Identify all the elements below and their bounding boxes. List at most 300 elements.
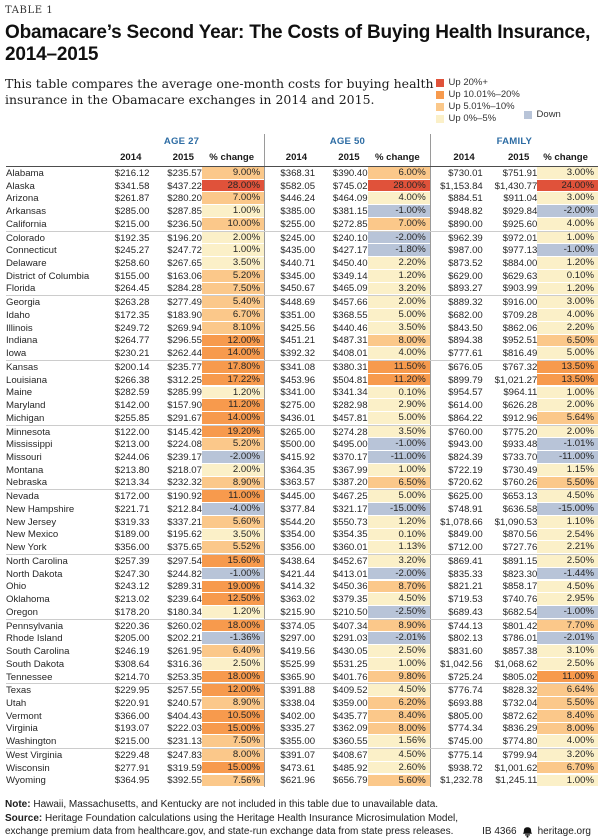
pct-change-cell	[368, 374, 431, 387]
premium-cell: $356.00	[99, 541, 150, 554]
state-cell: Alaska	[6, 180, 35, 192]
premium-cell: $912.96	[483, 412, 538, 425]
premium-cell: $732.04	[502, 697, 538, 709]
pct-change-shade: 11.00%	[537, 671, 598, 684]
premium-cell: $801.42	[502, 620, 538, 632]
premium-cell: $1,068.62	[494, 658, 538, 670]
pct-change-cell	[537, 775, 598, 788]
pct-change-cell	[368, 283, 431, 296]
premium-cell: $263.28	[114, 297, 150, 309]
premium-cell: $289.31	[167, 581, 202, 593]
premium-cell: $1,245.11	[495, 775, 538, 787]
pct-change-cell	[537, 697, 598, 710]
table-row	[6, 180, 598, 193]
premium-cell: $693.88	[448, 697, 483, 709]
premium-cell: $682.00	[448, 309, 483, 321]
premium-cell: $450.36	[332, 581, 368, 593]
premium-cell: $427.17	[332, 245, 368, 257]
source-text: Heritage Foundation calculations using the Heritage Health Insurance Microsimulation Model, exchange premium data from healthcare.gov, and state-run exchange data from state press releases.	[5, 812, 459, 838]
pct-change-shade: 4.50%	[368, 749, 430, 762]
premium-cell: $221.71	[114, 503, 150, 515]
premium-cell: $948.82	[448, 206, 483, 218]
premium-cell: $220.36	[114, 620, 150, 632]
pct-change-cell	[202, 218, 265, 231]
pct-change-shade: 18.00%	[202, 620, 264, 633]
table-row	[6, 231, 598, 244]
premium-cell: $1,001.62	[494, 762, 538, 774]
premium-cell: $205.00	[114, 633, 150, 645]
premium-cell: $216.12	[114, 167, 150, 179]
pct-change-cell	[202, 723, 265, 736]
premium-cell: $824.39	[448, 452, 483, 464]
pct-change-shade: 28.00%	[202, 180, 264, 193]
table-row	[6, 451, 598, 464]
pct-change-shade: -2.00%	[368, 568, 430, 581]
pct-change-cell	[202, 477, 265, 490]
pct-change-shade: 1.10%	[537, 516, 598, 529]
state-cell: Illinois	[6, 322, 33, 334]
premium-cell: $255.00	[265, 218, 316, 231]
premium-cell: $775.20	[502, 426, 538, 438]
pct-change-cell	[202, 735, 265, 748]
table-row	[6, 167, 598, 180]
state-cell: Ohio	[6, 581, 27, 593]
pct-change-cell	[368, 762, 431, 775]
premium-cell: $777.61	[430, 347, 483, 360]
table-row	[6, 386, 598, 399]
subheader-change: % change	[368, 149, 431, 167]
premium-cell: $656.79	[332, 775, 368, 787]
premium-cell: $1,078.66	[440, 516, 483, 528]
pct-change-cell	[202, 451, 265, 464]
premium-cell: $849.00	[448, 529, 483, 541]
premium-cell: $341.00	[280, 387, 316, 399]
premium-cell: $231.13	[149, 735, 202, 748]
pct-change-shade: 13.50%	[537, 361, 598, 374]
premium-cell: $285.99	[167, 387, 202, 399]
pct-change-shade: -2.00%	[537, 205, 598, 218]
pct-change-cell	[202, 516, 265, 529]
state-cell: Nevada	[6, 491, 40, 503]
pct-change-shade: 8.00%	[537, 723, 598, 736]
premium-cell: $775.14	[448, 749, 483, 761]
pct-change-shade: 2.20%	[537, 322, 598, 335]
state-cell: Vermont	[6, 710, 42, 722]
legend-item-down	[524, 109, 561, 120]
premium-cell: $767.32	[502, 361, 538, 373]
source-note	[5, 812, 467, 839]
pct-change-shade: 8.90%	[202, 697, 264, 710]
pct-change-shade: 2.00%	[202, 464, 264, 477]
premium-cell: $391.07	[280, 749, 316, 761]
pct-change-shade: 4.00%	[537, 735, 598, 748]
premium-cell: $212.84	[167, 503, 202, 515]
pct-change-cell	[202, 386, 265, 399]
state-cell: Minnesota	[6, 426, 51, 438]
premium-cell: $145.42	[167, 426, 202, 438]
table-row	[6, 257, 598, 270]
premium-cell: $379.35	[332, 594, 368, 606]
premium-cell: $436.01	[265, 412, 316, 425]
pct-change-cell	[537, 335, 598, 348]
corner-cell	[6, 134, 99, 149]
pct-change-cell	[368, 347, 431, 360]
premium-cell: $625.00	[448, 491, 483, 503]
premium-cell: $464.09	[332, 193, 368, 205]
premium-cell: $776.74	[448, 685, 483, 697]
state-cell: West Virginia	[6, 749, 63, 761]
state-cell: South Dakota	[6, 658, 65, 670]
pct-change-shade: 7.50%	[202, 283, 264, 296]
pct-change-cell	[202, 192, 265, 205]
premium-cell: $235.77	[167, 361, 202, 373]
premium-cell: $282.59	[114, 387, 150, 399]
state-cell: Arizona	[6, 193, 39, 205]
pct-change-cell	[537, 192, 598, 205]
pct-change-shade: 5.00%	[537, 347, 598, 360]
pct-change-shade: 1.20%	[368, 516, 430, 529]
premium-cell: $438.64	[280, 555, 316, 567]
table-row	[6, 735, 598, 748]
table-row	[6, 645, 598, 658]
legend-swatch-icon	[436, 91, 444, 99]
pct-change-cell	[368, 658, 431, 671]
pct-change-cell	[368, 270, 431, 283]
footer	[5, 798, 593, 839]
pct-change-shade: 7.50%	[202, 735, 264, 748]
state-cell: Idaho	[6, 309, 31, 321]
table-row	[6, 322, 598, 335]
premium-cell: $582.05	[280, 180, 316, 192]
state-cell: Florida	[6, 283, 99, 296]
pct-change-cell	[202, 296, 265, 309]
pct-change-shade: 9.80%	[368, 671, 430, 684]
pct-change-cell	[368, 645, 431, 658]
pct-change-shade: 7.00%	[202, 192, 264, 205]
brand-block	[482, 825, 593, 839]
premium-cell: $349.14	[332, 270, 368, 282]
state-cell: Alabama	[6, 167, 44, 179]
premium-cell: $297.54	[167, 555, 202, 567]
pct-change-shade: -1.00%	[368, 438, 430, 451]
pct-change-cell	[537, 218, 598, 231]
pct-change-cell	[202, 762, 265, 775]
premium-cell: $274.28	[332, 426, 368, 438]
pct-change-cell	[537, 425, 598, 438]
state-cell: Virginia	[6, 723, 38, 735]
premium-cell: $360.55	[315, 735, 368, 748]
pct-change-shade: 1.13%	[368, 541, 430, 554]
pct-change-cell	[537, 645, 598, 658]
pct-change-cell	[368, 361, 431, 374]
premium-cell: $828.32	[502, 685, 538, 697]
column-group-family: FAMILY	[496, 136, 533, 147]
pct-change-cell	[537, 581, 598, 594]
premium-cell: $142.00	[114, 400, 150, 412]
pct-change-cell	[202, 425, 265, 438]
pct-change-cell	[368, 516, 431, 529]
pct-change-cell	[368, 541, 431, 554]
premium-cell: $215.00	[99, 218, 150, 231]
premium-cell: $831.60	[448, 646, 483, 658]
pct-change-shade: 15.00%	[202, 762, 264, 775]
premium-cell: $381.15	[332, 206, 368, 218]
pct-change-shade: 1.00%	[368, 464, 430, 477]
premium-cell: $977.13	[502, 245, 538, 257]
premium-cell: $760.00	[448, 426, 483, 438]
premium-cell: $722.19	[448, 464, 483, 476]
pct-change-cell	[537, 347, 598, 360]
pct-change-cell	[537, 464, 598, 477]
pct-change-cell	[202, 464, 265, 477]
pct-change-shade: 1.15%	[537, 464, 598, 477]
premium-cell: $682.54	[483, 606, 538, 619]
premium-cell: $261.87	[114, 193, 150, 205]
pct-change-shade: 5.00%	[368, 309, 430, 322]
premium-cell: $453.96	[280, 374, 316, 386]
pct-change-cell	[368, 438, 431, 451]
premium-cell: $943.00	[448, 439, 483, 451]
pct-change-shade: 3.50%	[368, 426, 430, 439]
premium-cell: $653.13	[502, 491, 538, 503]
premium-cell: $196.20	[167, 232, 202, 244]
state-cell: New Jersey	[6, 516, 57, 528]
column-group-age-50: AGE 50	[265, 134, 431, 149]
pct-change-shade: 5.00%	[368, 412, 430, 425]
table-row	[6, 309, 598, 322]
pct-change-shade: 1.00%	[537, 775, 598, 788]
premium-cell: $232.32	[149, 477, 202, 490]
pct-change-shade: 2.21%	[537, 541, 598, 554]
premium-cell: $337.21	[167, 516, 202, 528]
premium-cell: $155.00	[114, 270, 150, 282]
premium-cell: $869.41	[448, 555, 483, 567]
pct-change-cell	[368, 335, 431, 348]
table-row	[6, 374, 598, 387]
pct-change-cell	[368, 399, 431, 412]
pct-change-shade: 8.40%	[537, 710, 598, 723]
table-row	[6, 399, 598, 412]
pct-change-shade: -1.44%	[537, 568, 598, 581]
pct-change-shade: 1.20%	[537, 283, 598, 296]
pct-change-shade: 14.00%	[202, 412, 264, 425]
pct-change-cell	[202, 749, 265, 762]
premium-cell: $786.01	[502, 633, 538, 645]
premium-cell: $676.05	[448, 361, 483, 373]
pct-change-shade: -11.00%	[537, 451, 598, 464]
premium-cell: $465.09	[315, 283, 368, 296]
table-row	[6, 632, 598, 645]
premium-cell: $450.67	[265, 283, 316, 296]
premium-cell: $345.00	[280, 270, 316, 282]
pct-change-shade: 4.00%	[368, 192, 430, 205]
pct-change-shade: 0.10%	[368, 387, 430, 400]
premium-cell: $725.24	[430, 671, 483, 684]
premium-cell: $287.85	[167, 206, 202, 218]
pct-change-shade: 5.20%	[202, 270, 264, 283]
premium-cell: $239.64	[167, 594, 202, 606]
premium-cell: $450.40	[332, 258, 368, 269]
pct-change-cell	[202, 231, 265, 244]
state-cell: Georgia	[6, 297, 41, 309]
pct-change-cell	[202, 541, 265, 554]
pct-change-shade: 17.22%	[202, 374, 264, 387]
premium-cell: $390.40	[332, 167, 368, 179]
page-title: Obamacare’s Second Year: The Costs of Buying Health Insurance, 2014–2015	[5, 22, 591, 65]
pct-change-shade: 4.50%	[368, 593, 430, 606]
premium-cell: $903.99	[483, 283, 538, 296]
state-cell: New York	[6, 541, 99, 554]
legend-label: Down	[536, 109, 561, 120]
note-text: Hawaii, Massachusetts, and Kentucky are not included in this table due to unavailable data.	[30, 799, 439, 811]
legend-item-1	[436, 89, 583, 100]
footnote	[5, 798, 593, 812]
premium-cell: $891.15	[502, 555, 538, 567]
pct-change-cell	[202, 438, 265, 451]
table-row	[6, 619, 598, 632]
pct-change-cell	[202, 568, 265, 581]
premium-cell: $730.49	[502, 464, 538, 476]
premium-cell: $240.57	[167, 697, 202, 709]
pct-change-shade: 24.00%	[537, 180, 598, 193]
premium-cell: $266.38	[114, 374, 150, 386]
premium-cell: $467.25	[332, 491, 368, 503]
premium-cell: $720.62	[430, 477, 483, 490]
premium-cell: $193.07	[114, 723, 150, 735]
table-row	[6, 684, 598, 697]
pct-change-cell	[537, 503, 598, 516]
premium-cell: $745.00	[430, 735, 483, 748]
state-cell: Maine	[6, 387, 33, 399]
premium-cell: $387.20	[315, 477, 368, 490]
table-row	[6, 270, 598, 283]
state-cell: South Carolina	[6, 646, 70, 658]
pct-change-shade: 0.10%	[368, 529, 430, 542]
state-cell: Kansas	[6, 361, 38, 373]
pct-change-cell	[202, 347, 265, 360]
table-row	[6, 658, 598, 671]
state-cell: Pennsylvania	[6, 620, 64, 632]
pct-change-shade: 3.00%	[537, 192, 598, 205]
premium-cell: $457.66	[332, 297, 368, 309]
state-cell: Oregon	[6, 606, 99, 619]
premium-cell: $354.35	[332, 529, 368, 541]
state-cell: Colorado	[6, 232, 45, 244]
pct-change-cell	[368, 529, 431, 542]
premium-cell: $319.59	[167, 762, 202, 774]
premium-cell: $214.70	[99, 671, 150, 684]
premium-cell: $244.82	[167, 568, 202, 580]
premium-cell: $296.55	[167, 335, 202, 347]
premium-cell: $363.02	[280, 594, 316, 606]
premium-cell: $531.25	[332, 658, 368, 670]
pct-change-cell	[202, 399, 265, 412]
premium-cell: $341.08	[280, 361, 316, 373]
table-row	[6, 347, 598, 360]
state-cell: New Hampshire	[6, 503, 75, 515]
premium-cell: $367.99	[332, 464, 368, 476]
pct-change-shade: 8.10%	[202, 322, 264, 335]
pct-change-shade: 11.20%	[202, 399, 264, 412]
premium-cell: $744.13	[448, 620, 483, 632]
premium-cell: $689.43	[430, 606, 483, 619]
pct-change-shade: 3.50%	[202, 529, 264, 542]
premium-cell: $235.57	[167, 167, 202, 179]
pct-change-shade: 6.70%	[537, 762, 598, 775]
premium-cell: $802.13	[448, 633, 483, 645]
pct-change-shade: 2.50%	[368, 645, 430, 658]
pct-change-cell	[202, 645, 265, 658]
pct-change-shade: 10.00%	[202, 218, 264, 231]
premium-cell: $401.76	[315, 671, 368, 684]
premium-cell: $414.32	[280, 581, 316, 593]
premium-cell: $213.80	[114, 464, 150, 476]
pct-change-cell	[202, 374, 265, 387]
premium-cell: $380.31	[332, 361, 368, 373]
pct-change-cell	[537, 710, 598, 723]
premium-cell: $265.00	[280, 426, 316, 438]
pct-change-cell	[537, 322, 598, 335]
premium-cell: $341.34	[332, 387, 368, 399]
pct-change-cell	[537, 593, 598, 606]
pct-change-shade: 6.40%	[202, 645, 264, 658]
premium-cell: $733.70	[502, 452, 538, 464]
legend-swatch-icon	[436, 103, 444, 111]
premium-cell: $218.07	[167, 464, 202, 476]
pct-change-shade: -1.00%	[537, 244, 598, 257]
state-column-header	[6, 149, 99, 167]
pct-change-cell	[202, 412, 265, 425]
table-row	[6, 671, 598, 684]
table-row	[6, 555, 598, 568]
pct-change-shade: 4.50%	[537, 581, 598, 594]
pct-change-shade: 18.00%	[202, 671, 264, 684]
premium-cell: $487.31	[332, 335, 368, 347]
premium-cell: $354.00	[280, 529, 316, 541]
state-cell: Louisiana	[6, 374, 48, 386]
pct-change-shade: -2.00%	[368, 232, 430, 245]
site-url: heritage.org	[537, 826, 591, 838]
pct-change-cell	[537, 541, 598, 554]
pct-change-cell	[368, 581, 431, 594]
heritage-bell-icon	[522, 827, 533, 838]
premium-cell: $257.55	[167, 685, 202, 697]
table-row	[6, 412, 598, 425]
premium-cell: $419.56	[280, 646, 316, 658]
premium-cell: $727.76	[483, 541, 538, 554]
pct-change-cell	[368, 477, 431, 490]
pct-change-shade: 3.20%	[368, 283, 430, 296]
pct-change-cell	[537, 412, 598, 425]
premium-cell: $338.04	[280, 697, 316, 709]
premium-cell: $362.09	[332, 723, 368, 735]
pct-change-cell	[537, 619, 598, 632]
pct-change-cell	[202, 684, 265, 697]
premium-cell: $247.30	[114, 568, 150, 580]
premium-cell: $760.26	[483, 477, 538, 490]
premium-cell: $440.71	[280, 258, 316, 269]
pct-change-cell	[368, 412, 431, 425]
pct-change-cell	[368, 257, 431, 270]
pct-change-cell	[537, 296, 598, 309]
premium-cell: $385.00	[280, 206, 316, 218]
pct-change-shade: -2.50%	[368, 606, 430, 619]
pct-change-shade: -11.00%	[368, 451, 430, 464]
pct-change-shade: 8.00%	[368, 335, 430, 348]
premium-cell: $1,042.56	[440, 658, 483, 670]
pct-change-shade: 1.00%	[537, 232, 598, 245]
premium-cell: $163.06	[167, 270, 202, 282]
